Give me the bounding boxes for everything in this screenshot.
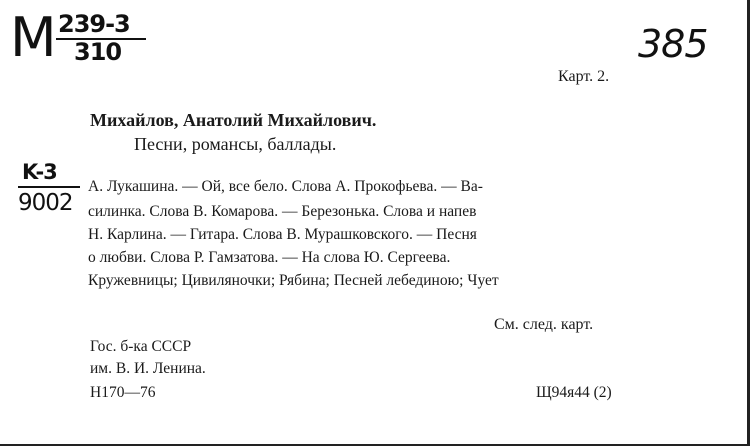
shelf-mark-top: 239-3 xyxy=(58,10,130,38)
library-line-1: Гос. б-ка СССР xyxy=(90,338,192,355)
margin-mark-bottom: 9002 xyxy=(18,190,73,216)
catalog-code: Н170—76 xyxy=(90,384,156,401)
contents-line: силинка. Слова В. Комарова. — Березонька. Слова и напев xyxy=(88,203,477,220)
margin-mark-top: K-3 xyxy=(22,160,57,184)
contents-line: Кружевницы; Цивиляночки; Рябина; Песней лебединою; Чует xyxy=(88,272,499,289)
order-number: Щ94я44 (2) xyxy=(536,384,612,401)
margin-mark-divider xyxy=(18,186,80,188)
shelf-mark-letter: M xyxy=(10,6,56,69)
see-next-card: См. след. карт. xyxy=(494,316,594,333)
card-number: Карт. 2. xyxy=(558,68,610,85)
contents-line: о любви. Слова Р. Гамзатова. — На слова Ю. Сергеева. xyxy=(88,249,451,266)
author-heading: Михайлов, Анатолий Михайлович. xyxy=(90,110,377,130)
work-title: Песни, романсы, баллады. xyxy=(134,134,337,154)
contents-line: А. Лукашина. — Ой, все бело. Слова А. Прокофьева. — Ва- xyxy=(88,178,483,195)
contents-line: Н. Карлина. — Гитара. Слова В. Мурашковского. — Песня xyxy=(88,226,477,243)
library-line-2: им. В. И. Ленина. xyxy=(90,360,206,377)
shelf-mark-bottom: 310 xyxy=(74,38,122,66)
corner-number: 385 xyxy=(638,22,708,66)
